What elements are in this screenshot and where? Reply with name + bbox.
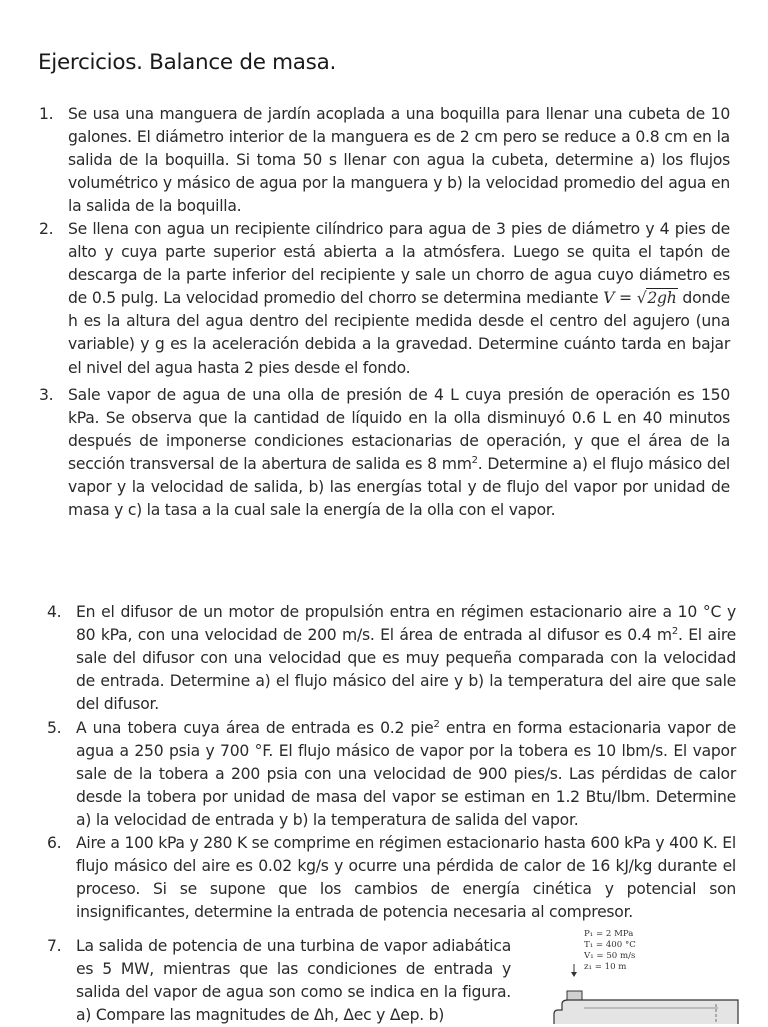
exercise-text: Se usa una manguera de jardín acoplada a una boquilla para llenar una cubeta de 10 galones. El diámetro interior de la manguera es de 2 cm pero se reduce a 0.8 cm en la salida de la boquilla. Si toma 50 s llenar con agua la cubeta, determine a) los flujos volumétrico y másico de agua por la manguera y b) la velocidad promedio del agua en la salida de la boquilla. (68, 105, 730, 216)
exercise-text: Aire a 100 kPa y 280 K se comprime en régimen estacionario hasta 600 kPa y 400 K. El flujo másico del aire es 0.02 kg/s y ocurre una pérdida de calor de 16 kJ/kg durante el proceso. Si se supone que los cambios de energía cinética y potencial son insignificantes, determine la entrada de potencia necesaria al compresor. (76, 834, 736, 922)
exercise-text (76, 601, 736, 716)
exercise-1 (39, 103, 730, 218)
exercise-number: 2. (39, 220, 54, 238)
exercise-text-part: donde h es la altura del agua dentro del recipiente medida desde el centro del agujero (una variable) y g es la aceleración debida a la gravedad. Determine cuánto tarda en bajar el nivel del agua hasta 2 pies desde el fondo. (68, 289, 730, 377)
sqrt-symbol: √ (636, 289, 647, 308)
exercise-text: La salida de potencia de una turbina de vapor adiabática es 5 MW, mientras que las condiciones de entrada y salida del vapor de agua son como se indica en la figura. a) Compare las magnitudes de Δh, Δec y Δep. b) (76, 937, 511, 1025)
formula-root: 2gh (647, 289, 677, 308)
exercise-number: 7. (47, 937, 62, 955)
page-title: Ejercicios. Balance de masa. (38, 50, 336, 75)
exercise-number: 5. (47, 719, 62, 737)
figure-label-temperature: T₁ = 400 °C (584, 940, 636, 950)
exercise-3 (39, 384, 730, 523)
superscript: 2 (671, 625, 678, 637)
exercise-number: 3. (39, 386, 54, 404)
exercise-7 (47, 935, 511, 1027)
exercise-text-part: . Determine a) el flujo másico del vapor y la velocidad de salida, b) las energías total y de flujo del vapor por unidad de masa y c) la tasa a la cual sale la energía de la olla con el vapor. (68, 455, 730, 520)
exercise-6 (47, 832, 736, 924)
turbine-figure (548, 928, 748, 1024)
figure-label-elevation: z₁ = 10 m (584, 962, 627, 972)
exercise-number: 6. (47, 834, 62, 852)
exercise-text-part: Sale vapor de agua de una olla de presión de 4 L cuya presión de operación es 150 kPa. Se observa que la cantidad de líquido en la olla disminuyó 0.6 L en 40 minutos después de imponerse condiciones estacionarias de operación, y que el área de la sección transversal de la abertura de salida es 8 mm (68, 386, 730, 474)
superscript: 2 (471, 455, 478, 467)
formula-lhs: V (603, 289, 615, 308)
inlet-arrowhead (571, 972, 577, 977)
exercise-text (76, 717, 736, 832)
formula-equals: = (614, 289, 637, 308)
exercise-text-part: Se llena con agua un recipiente cilíndrico para agua de 3 pies de diámetro y 4 pies de alto y cuya parte superior está abierta a la atmósfera. Luego se quita el tapón de descarga de la parte inferior del recipiente y sale un chorro de agua cuyo diámetro es de 0.5 pulg. La velocidad promedio del chorro se determina mediante (68, 220, 730, 308)
turbine-casing (554, 1000, 738, 1024)
exercise-5 (47, 717, 736, 832)
exercise-text-part: . El aire sale del difusor con una velocidad que es muy pequeña comparada con la velocidad de entrada. Determine a) el flujo másico del aire y b) la temperatura del aire que sale del difusor. (76, 626, 736, 714)
turbine-drawing (548, 928, 748, 1024)
superscript: 2 (433, 718, 440, 730)
exercise-text-part: entra en forma estacionaria vapor de agua a 250 psia y 700 °F. El flujo másico de vapor por la tobera es 10 lbm/s. El vapor sale de la tobera a 200 psia con una velocidad de 900 pies/s. Las pérdidas de calor desde la tobera por unidad de masa del vapor se estiman en 1.2 Btu/lbm. Determine a) la velocidad de entrada y b) la temperatura de salida del vapor. (76, 719, 736, 830)
exercise-text-part: En el difusor de un motor de propulsión entra en régimen estacionario aire a 10 °C y 80 kPa, con una velocidad de 200 m/s. El área de entrada al difusor es 0.4 m (76, 603, 736, 645)
exercise-2 (39, 218, 730, 380)
velocity-formula (603, 288, 677, 307)
exercise-text-part: A una tobera cuya área de entrada es 0.2 pie (76, 719, 434, 737)
exercise-number: 4. (47, 603, 62, 621)
exercise-4 (47, 601, 736, 716)
exercise-number: 1. (39, 105, 54, 123)
figure-label-velocity: V₁ = 50 m/s (584, 951, 636, 961)
exercise-text (68, 384, 730, 523)
figure-label-pressure: P₁ = 2 MPa (584, 929, 634, 939)
exercise-text (68, 218, 730, 380)
